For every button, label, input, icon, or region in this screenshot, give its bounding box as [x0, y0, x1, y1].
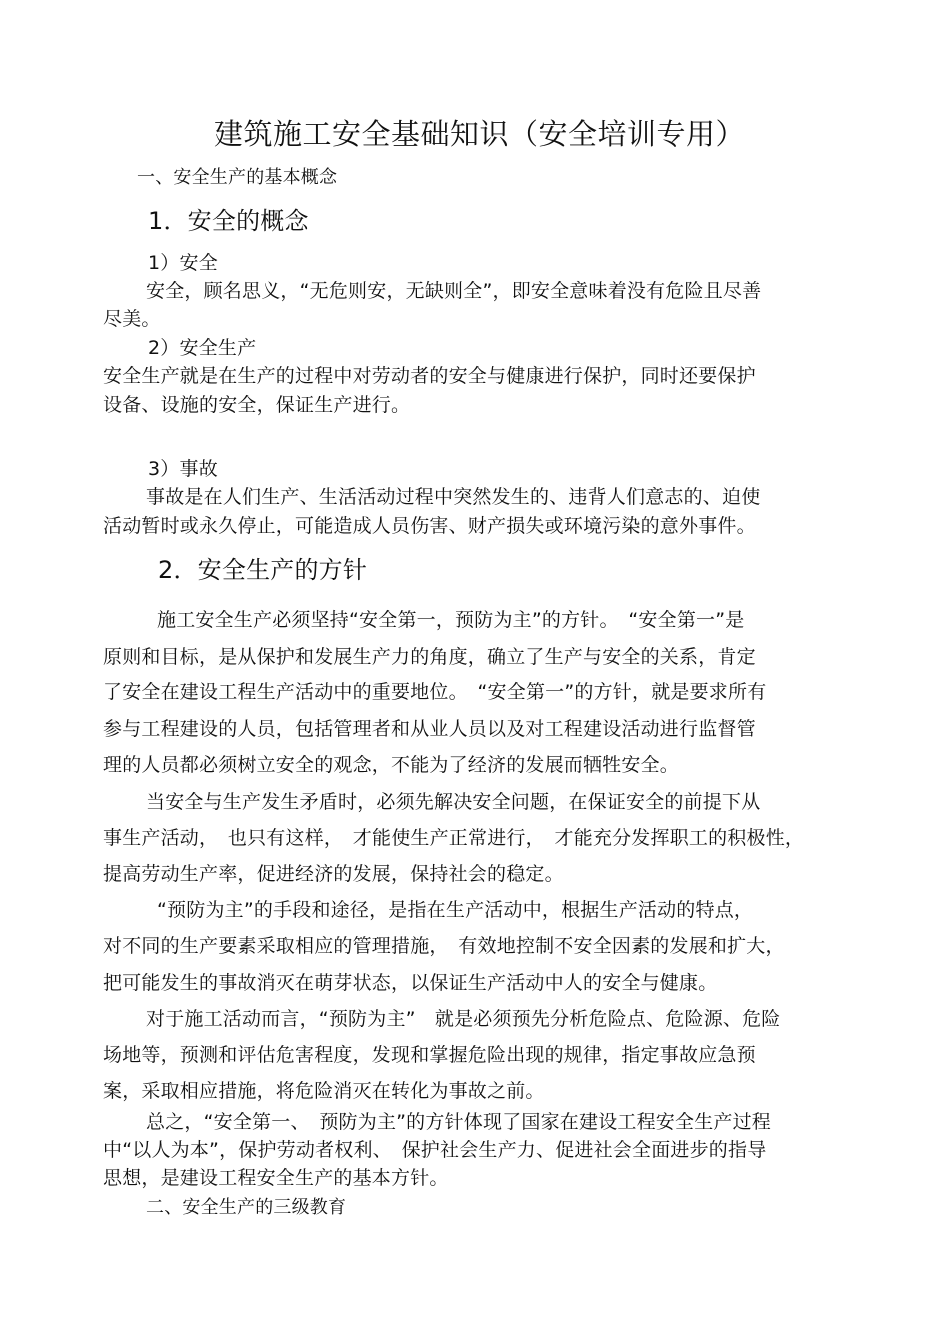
- paragraph-line: 安全，顾名思义，“无危则安，无缺则全”，即安全意味着没有危险且尽善: [146, 280, 762, 302]
- paragraph-line: 施工安全生产必须坚持“安全第一，预防为主”的方针。 “安全第一”是: [157, 609, 745, 631]
- paragraph-line: 原则和目标，是从保护和发展生产力的角度，确立了生产与安全的关系，肯定: [103, 646, 756, 668]
- paragraph-line: 安全生产就是在生产的过程中对劳动者的安全与健康进行保护，同时还要保护: [103, 365, 756, 387]
- paragraph-line: 当安全与生产发生矛盾时，必须先解决安全问题，在保证安全的前提下从: [146, 791, 761, 813]
- item-label-accident: 3）事故: [148, 458, 218, 480]
- paragraph-line: 尽美。: [103, 308, 161, 330]
- paragraph-line: 案，采取相应措施，将危险消灭在转化为事故之前。: [103, 1080, 545, 1102]
- paragraph-line: 对不同的生产要素采取相应的管理措施， 有效地控制不安全因素的发展和扩大，: [103, 935, 785, 957]
- paragraph-line: 总之，“安全第一、 预防为主”的方针体现了国家在建设工程安全生产过程: [146, 1111, 771, 1133]
- paragraph-line: 事故是在人们生产、生活活动过程中突然发生的、违背人们意志的、迫使: [146, 486, 761, 508]
- paragraph-line: 思想，是建设工程安全生产的基本方针。: [103, 1167, 449, 1189]
- paragraph-line: 理的人员都必须树立安全的观念，不能为了经济的发展而牺牲安全。: [103, 754, 680, 776]
- paragraph-line: 设备、设施的安全，保证生产进行。: [103, 394, 411, 416]
- paragraph-line: 对于施工活动而言，“预防为主” 就是必须预先分析危险点、危险源、危险: [146, 1008, 781, 1030]
- paragraph-line: 参与工程建设的人员，包括管理者和从业人员以及对工程建设活动进行监督管: [103, 718, 756, 740]
- paragraph-line: 中“以人为本”，保护劳动者权利、 保护社会生产力、促进社会全面进步的指导: [103, 1139, 767, 1161]
- subsection-heading-safety-policy: 2．安全生产的方针: [158, 556, 368, 584]
- paragraph-line: 提高劳动生产率，促进经济的发展，保持社会的稳定。: [103, 863, 564, 885]
- paragraph-line: 场地等，预测和评估危害程度，发现和掌握危险出现的规律，指定事故应急预: [103, 1044, 756, 1066]
- paragraph-line: 把可能发生的事故消灭在萌芽状态，以保证生产活动中人的安全与健康。: [103, 972, 718, 994]
- subsection-heading-safety-concept: 1．安全的概念: [148, 207, 309, 235]
- paragraph-line: 了安全在建设工程生产活动中的重要地位。 “安全第一”的方针，就是要求所有: [103, 681, 767, 703]
- section-heading-three-level-education: 二、安全生产的三级教育: [146, 1197, 347, 1218]
- paragraph-line: “预防为主”的手段和途径，是指在生产活动中，根据生产活动的特点，: [157, 899, 754, 921]
- item-label-safe-production: 2）安全生产: [148, 337, 257, 359]
- document-title: 建筑施工安全基础知识（安全培训专用）: [214, 117, 746, 151]
- paragraph-line: 事生产活动， 也只有这样， 才能使生产正常进行， 才能充分发挥职工的积极性，: [103, 827, 805, 849]
- section-heading-basic-concepts: 一、安全生产的基本概念: [137, 167, 338, 188]
- paragraph-line: 活动暂时或永久停止，可能造成人员伤害、财产损失或环境污染的意外事件。: [103, 515, 756, 537]
- item-label-safety: 1）安全: [148, 252, 218, 274]
